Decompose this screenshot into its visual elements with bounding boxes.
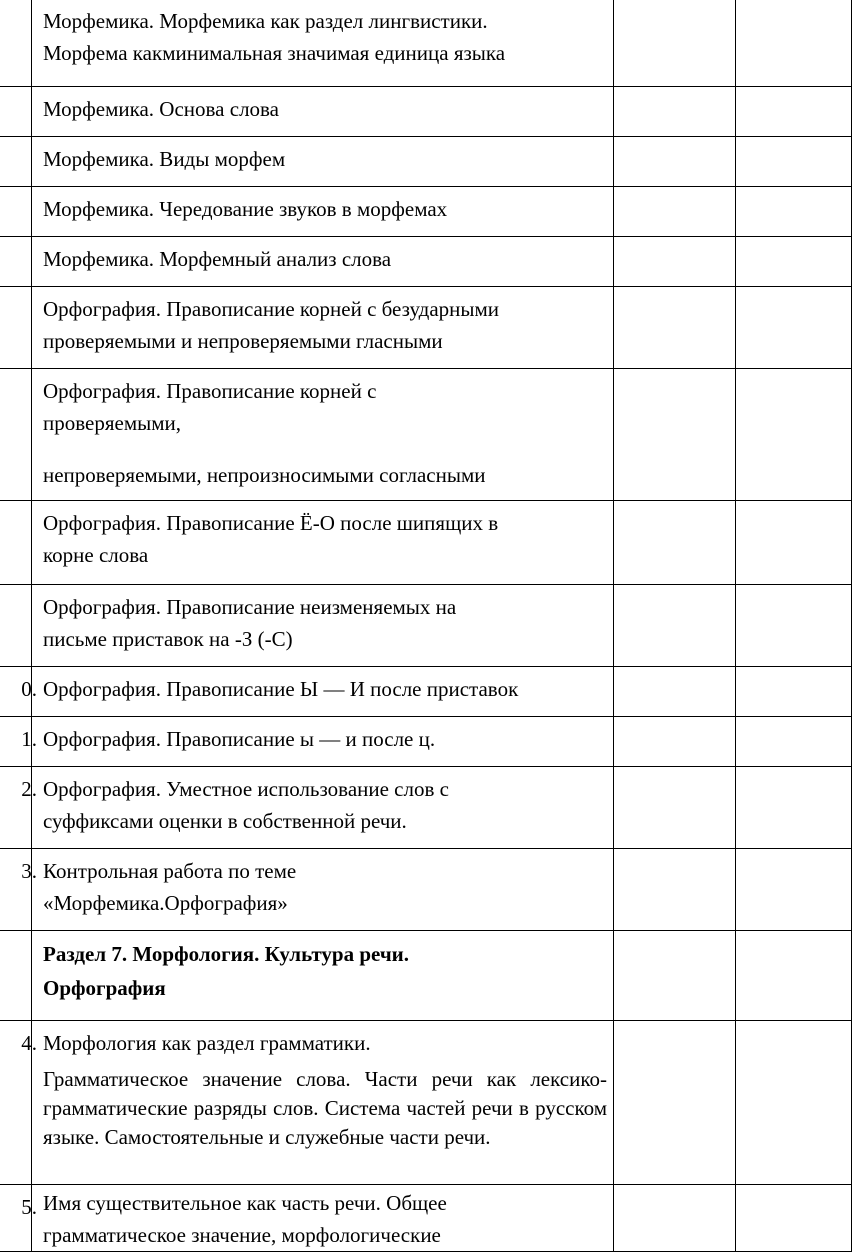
topic-line: «Морфемика.Орфография»	[43, 891, 288, 915]
empty-cell	[614, 667, 736, 717]
table-row	[0, 87, 852, 137]
row-number	[0, 369, 32, 501]
paragraph-gap	[43, 439, 607, 459]
empty-cell	[614, 585, 736, 667]
empty-cell	[736, 585, 852, 667]
topic-cell	[32, 767, 614, 849]
row-number	[0, 501, 32, 585]
table-row	[0, 287, 852, 369]
table-row	[0, 667, 852, 717]
empty-cell	[736, 237, 852, 287]
row-number: 2.	[0, 767, 32, 849]
topic-line: Орфография. Правописание ы — и после ц.	[43, 727, 436, 751]
empty-cell	[614, 1185, 736, 1252]
empty-cell	[736, 369, 852, 501]
empty-cell	[614, 0, 736, 87]
empty-cell	[736, 87, 852, 137]
topic-line: Орфография. Правописание Ы — И после приставок	[43, 677, 519, 701]
table-row	[0, 717, 852, 767]
empty-cell	[614, 287, 736, 369]
section-heading-line: Орфография	[43, 976, 166, 1000]
topic-cell	[32, 187, 614, 237]
empty-cell	[614, 849, 736, 931]
empty-cell	[614, 767, 736, 849]
empty-cell	[614, 1021, 736, 1185]
empty-cell	[736, 187, 852, 237]
topic-cell	[32, 585, 614, 667]
topic-cell	[32, 237, 614, 287]
topic-cell	[32, 667, 614, 717]
row-number	[0, 585, 32, 667]
empty-cell	[614, 187, 736, 237]
topic-paragraph: Грамматическое значение слова. Части речи как лексико-грамматические разряды слов. Система частей речи в русском языке. Самостоятельные и служебные части речи.	[43, 1067, 607, 1149]
row-number	[0, 287, 32, 369]
table-row	[0, 137, 852, 187]
empty-cell	[614, 931, 736, 1021]
empty-cell	[736, 767, 852, 849]
table-row	[0, 369, 852, 501]
topic-line: Морфология как раздел грамматики.	[43, 1031, 371, 1055]
empty-cell	[736, 287, 852, 369]
row-number: 4.	[0, 1021, 32, 1185]
topic-line: Орфография. Уместное использование слов с	[43, 777, 449, 801]
topic-line: Орфография. Правописание Ё-О после шипящих в	[43, 511, 499, 535]
table-row	[0, 1021, 852, 1185]
table-row	[0, 767, 852, 849]
row-number: 0.	[0, 667, 32, 717]
row-number	[0, 237, 32, 287]
topic-line: непроверяемыми, непроизносимыми согласными	[43, 463, 486, 487]
topic-line: Имя существительное как часть речи. Общее	[43, 1191, 447, 1215]
empty-cell	[736, 1021, 852, 1185]
topic-cell	[32, 369, 614, 501]
empty-cell	[736, 849, 852, 931]
topic-cell	[32, 1185, 614, 1252]
topic-line: проверяемыми,	[43, 411, 182, 435]
topic-line: Контрольная работа по теме	[43, 859, 297, 883]
empty-cell	[736, 717, 852, 767]
topic-line: корне слова	[43, 543, 149, 567]
empty-cell	[736, 667, 852, 717]
topic-line: письме приставок на -З (-С)	[43, 627, 293, 651]
topic-cell	[32, 849, 614, 931]
empty-cell	[614, 501, 736, 585]
row-number	[0, 87, 32, 137]
table-row	[0, 585, 852, 667]
topic-line: Морфемика. Основа слова	[43, 97, 280, 121]
topic-line: Морфемика. Чередование звуков в морфемах	[43, 197, 448, 221]
row-number	[0, 137, 32, 187]
topic-line: Морфемика. Виды морфем	[43, 147, 286, 171]
topic-cell	[32, 717, 614, 767]
table-row	[0, 0, 852, 87]
table-row	[0, 501, 852, 585]
empty-cell	[736, 0, 852, 87]
topic-line: Морфемика. Морфемика как раздел лингвистики.	[43, 9, 488, 33]
empty-cell	[736, 501, 852, 585]
table-row	[0, 931, 852, 1021]
topic-line: Орфография. Правописание неизменяемых на	[43, 595, 457, 619]
row-number	[0, 187, 32, 237]
table-row	[0, 187, 852, 237]
table-row	[0, 1185, 852, 1252]
topic-line: Морфема какминимальная значимая единица языка	[43, 41, 506, 65]
empty-cell	[614, 137, 736, 187]
topic-line: Морфемика. Морфемный анализ слова	[43, 247, 392, 271]
topic-cell	[32, 287, 614, 369]
row-number	[0, 931, 32, 1021]
topic-line: Орфография. Правописание корней с	[43, 379, 377, 403]
topic-line: суффиксами оценки в собственной речи.	[43, 809, 407, 833]
empty-cell	[736, 1185, 852, 1252]
empty-cell	[614, 369, 736, 501]
table-row	[0, 237, 852, 287]
empty-cell	[614, 237, 736, 287]
row-number	[0, 0, 32, 87]
empty-cell	[736, 137, 852, 187]
empty-cell	[614, 717, 736, 767]
row-number: 3.	[0, 849, 32, 931]
section-heading-line: Раздел 7. Морфология. Культура речи.	[43, 942, 410, 966]
table-row	[0, 849, 852, 931]
topic-line: Орфография. Правописание корней с безударными	[43, 297, 500, 321]
topic-cell	[32, 1021, 614, 1185]
empty-cell	[736, 931, 852, 1021]
section-heading-cell	[32, 931, 614, 1021]
topic-cell	[32, 0, 614, 87]
topic-cell	[32, 87, 614, 137]
row-number: 5.	[0, 1185, 32, 1252]
topic-line: проверяемыми и непроверяемыми гласными	[43, 329, 443, 353]
empty-cell	[614, 87, 736, 137]
topic-line: грамматическое значение, морфологические	[43, 1223, 441, 1247]
topic-cell	[32, 137, 614, 187]
row-number: 1.	[0, 717, 32, 767]
topic-cell	[32, 501, 614, 585]
